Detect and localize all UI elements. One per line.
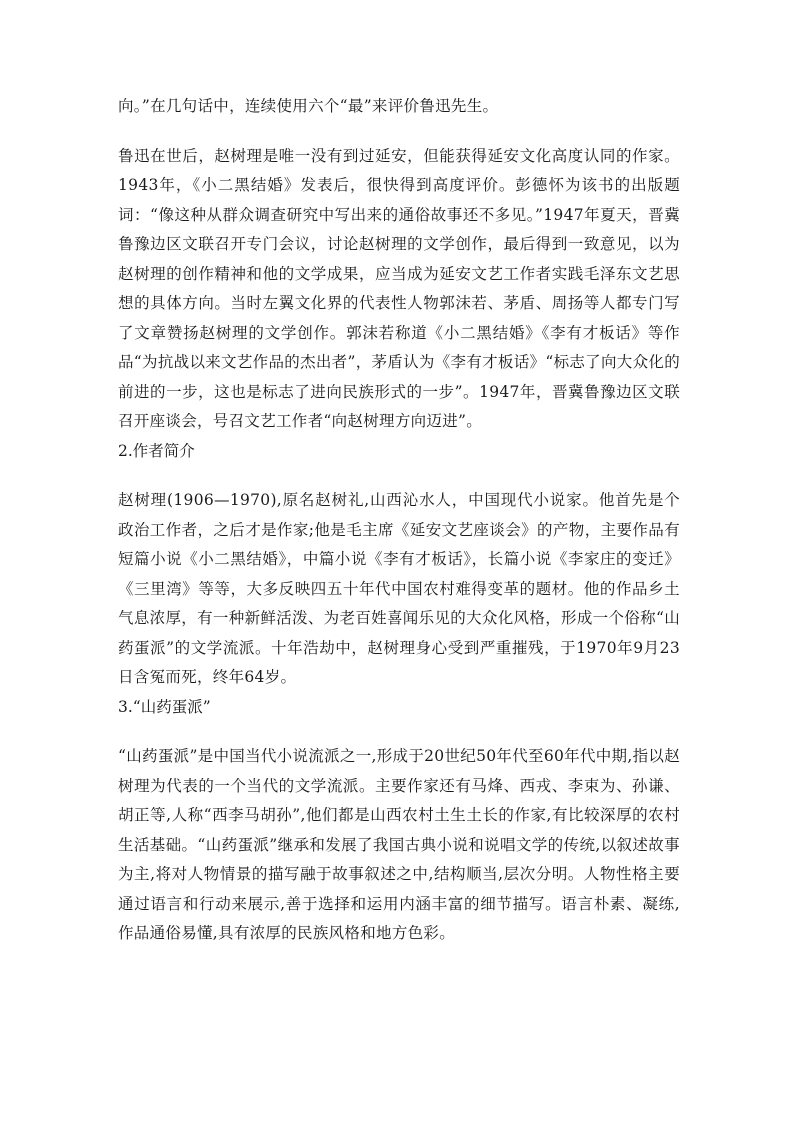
document-page <box>118 92 680 949</box>
paragraph-shanyaodan-school: “山药蛋派”是中国当代小说流派之一,形成于20世纪50年代至60年代中期,指以赵树理为代表的一个当代的文学流派。主要作家还有马烽、西戎、李束为、孙谦、胡正等,人称“西李马胡孙”,他们都是山西农村土生土长的作家,有比较深厚的农村生活基础。“山药蛋派”继承和发展了我国古典小说和说唱文学的传统,以叙述故事为主,将对人物情景的描写融于故事叙述之中,结构顺当,层次分明。人物性格主要通过语言和行动来展示,善于选择和运用内涵丰富的细节描写。语言朴素、凝练,作品通俗易懂,具有浓厚的民族风格和地方色彩。 <box>118 747 680 942</box>
paragraph-zhao-recognition: 鲁迅在世后，赵树理是唯一没有到过延安，但能获得延安文化高度认同的作家。1943年，《小二黑结婚》发表后，很快得到高度评价。彭德怀为该书的出版题词：“像这种从群众调查研究中写出来的通俗故事还不多见。”1947年夏天，晋冀鲁豫边区文联召开专门会议，讨论赵树理的文学创作，最后得到一致意见，以为赵树理的创作精神和他的文学成果，应当成为延安文艺工作者实践毛泽东文艺思想的具体方向。当时左翼文化界的代表性人物郭沫若、茅盾、周扬等人都专门写了文章赞扬赵树理的文学创作。郭沫若称道《小二黑结婚》《李有才板话》等作品“为抗战以来文艺作品的杰出者”，茅盾认为《李有才板话》“标志了向大众化的前进的一步，这也是标志了进向民族形式的一步”。1947年，晋冀鲁豫边区文联召开座谈会，号召文艺工作者“向赵树理方向迈进”。 <box>118 146 680 430</box>
paragraph-intro-end: 向。”在几句话中，连续使用六个“最”来评价鲁迅先生。 <box>118 97 499 115</box>
section-heading-shanyaodan: 3.“山药蛋派” <box>118 697 211 716</box>
paragraph-author-bio: 赵树理(1906—1970),原名赵树礼,山西沁水人，中国现代小说家。他首先是个政治工作者，之后才是作家;他是毛主席《延安文艺座谈会》的产物，主要作品有短篇小说《小二黑结婚》，中篇小说《李有才板话》，长篇小说《李家庄的变迁》《三里湾》等等，大多反映四五十年代中国农村难得变革的题材。他的作品乡土气息浓厚，有一种新鲜活泼、为老百姓喜闻乐见的大众化风格，形成一个俗称“山药蛋派”的文学流派。十年浩劫中，赵树理身心受到严重摧残，于1970年9月23日含冤而死，终年64岁。 <box>118 491 680 686</box>
section-heading-author-intro: 2.作者简介 <box>118 441 195 460</box>
